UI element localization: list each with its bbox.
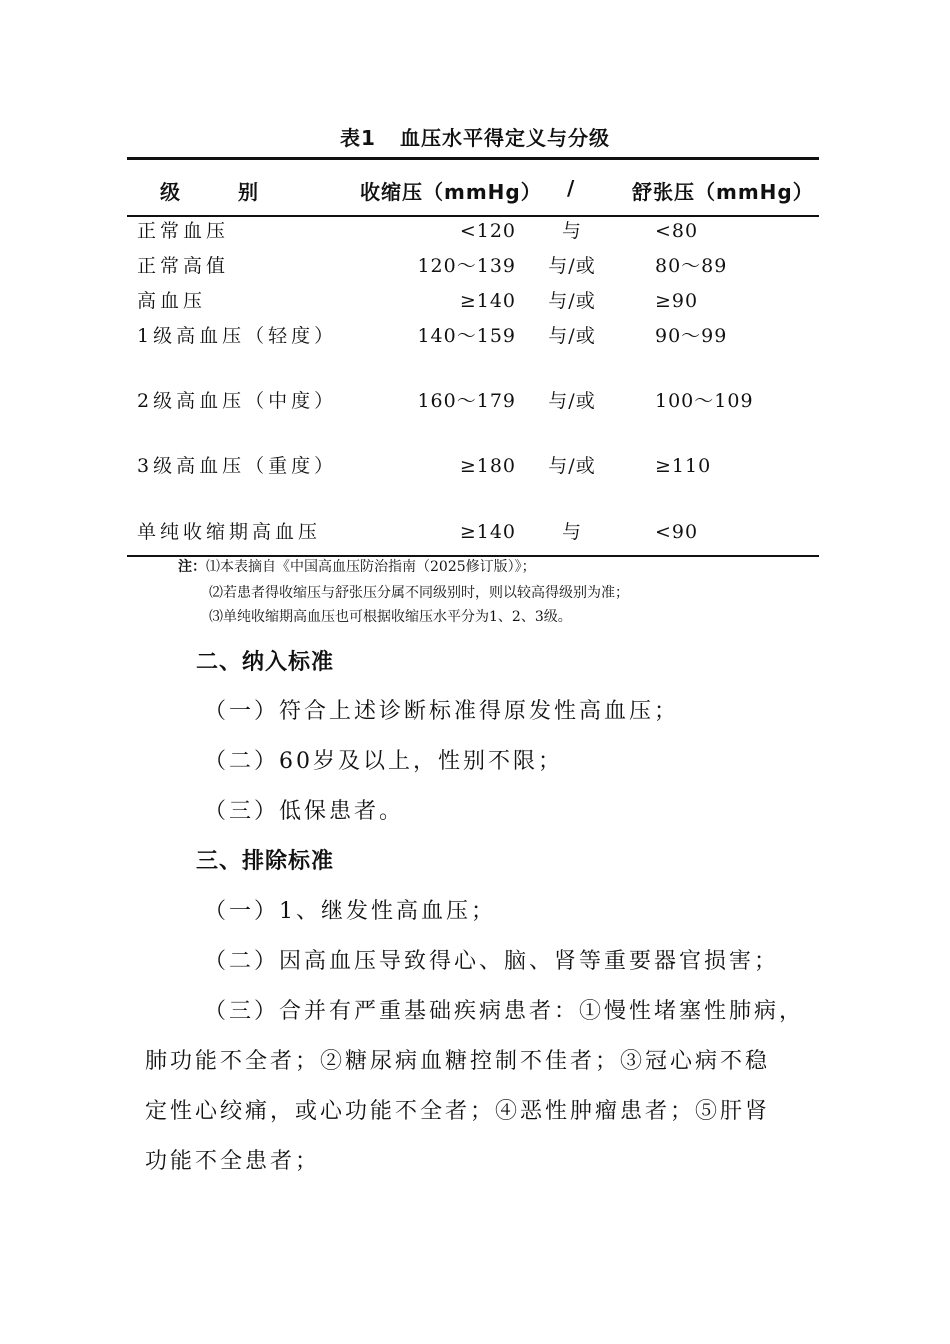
row-6-diastolic: ≥110 xyxy=(655,455,712,477)
row-4-diastolic: 90～99 xyxy=(655,325,728,347)
inclusion-item-3: （三）低保患者。 xyxy=(204,799,405,824)
table-title: 血压水平得定义与分级 xyxy=(399,126,610,150)
table-note-2: ⑵若患者得收缩压与舒张压分属不同级别时，则以较高得级别为准； xyxy=(209,585,629,601)
exclusion-item-3-line-2: 肺功能不全者；②糖尿病血糖控制不佳者；③冠心病不稳 xyxy=(145,1049,771,1074)
row-6-systolic: ≥180 xyxy=(459,455,516,477)
exclusion-item-1: （一）1、继发性高血压； xyxy=(204,899,496,924)
row-3-conj: 与/或 xyxy=(548,290,596,312)
table-note-1 xyxy=(178,556,536,578)
row-5-conj: 与/或 xyxy=(548,390,596,412)
header-systolic: 收缩压（mmHg） xyxy=(360,180,542,204)
row-7-level: 单纯收缩期高血压 xyxy=(137,521,322,543)
exclusion-heading: 三、排除标准 xyxy=(196,849,335,874)
inclusion-heading: 二、纳入标准 xyxy=(196,650,335,675)
row-2-diastolic: 80～89 xyxy=(655,255,728,277)
exclusion-item-2: （二）因高血压导致得心、脑、肾等重要器官损害； xyxy=(204,949,780,974)
exclusion-item-3-line-1: （三）合并有严重基础疾病患者：①慢性堵塞性肺病， xyxy=(204,999,805,1024)
row-5-systolic: 160～179 xyxy=(417,390,516,412)
table-note-1-text: ⑴本表摘自《中国高血压防治指南（2025修订版）》； xyxy=(206,559,536,575)
row-2-systolic: 120～139 xyxy=(417,255,516,277)
row-3-level: 高血压 xyxy=(137,290,207,312)
inclusion-item-1: （一）符合上述诊断标准得原发性高血压； xyxy=(204,699,680,724)
table-caption xyxy=(0,122,950,151)
row-7-conj: 与 xyxy=(561,521,582,543)
row-5-level: 2级高血压（中度） xyxy=(137,390,338,412)
table-note-3: ⑶单纯收缩期高血压也可根据收缩压水平分为1、2、3级。 xyxy=(209,609,572,625)
header-slash: / xyxy=(567,176,575,200)
row-1-level: 正常血压 xyxy=(137,220,230,242)
table-note-label: 注： xyxy=(178,559,206,575)
row-1-conj: 与 xyxy=(561,220,582,242)
row-5-diastolic: 100～109 xyxy=(655,390,754,412)
header-level: 级 别 xyxy=(160,180,264,204)
exclusion-item-3-line-4: 功能不全患者； xyxy=(145,1149,321,1174)
row-1-diastolic: <80 xyxy=(655,220,699,242)
inclusion-item-2: （二）60岁及以上，性别不限； xyxy=(204,749,563,774)
row-2-conj: 与/或 xyxy=(548,255,596,277)
header-diastolic: 舒张压（mmHg） xyxy=(632,180,814,204)
row-3-diastolic: ≥90 xyxy=(655,290,699,312)
row-4-conj: 与/或 xyxy=(548,325,596,347)
table-number: 表1 xyxy=(340,126,376,150)
row-6-conj: 与/或 xyxy=(548,455,596,477)
row-7-systolic: ≥140 xyxy=(459,521,516,543)
table-top-rule xyxy=(127,157,819,160)
row-4-systolic: 140～159 xyxy=(417,325,516,347)
row-4-level: 1级高血压（轻度） xyxy=(137,325,338,347)
row-6-level: 3级高血压（重度） xyxy=(137,455,338,477)
row-3-systolic: ≥140 xyxy=(459,290,516,312)
row-2-level: 正常高值 xyxy=(137,255,230,277)
row-7-diastolic: <90 xyxy=(655,521,699,543)
exclusion-item-3-line-3: 定性心绞痛，或心功能不全者；④恶性肿瘤患者；⑤肝肾 xyxy=(145,1099,771,1124)
row-1-systolic: <120 xyxy=(459,220,516,242)
